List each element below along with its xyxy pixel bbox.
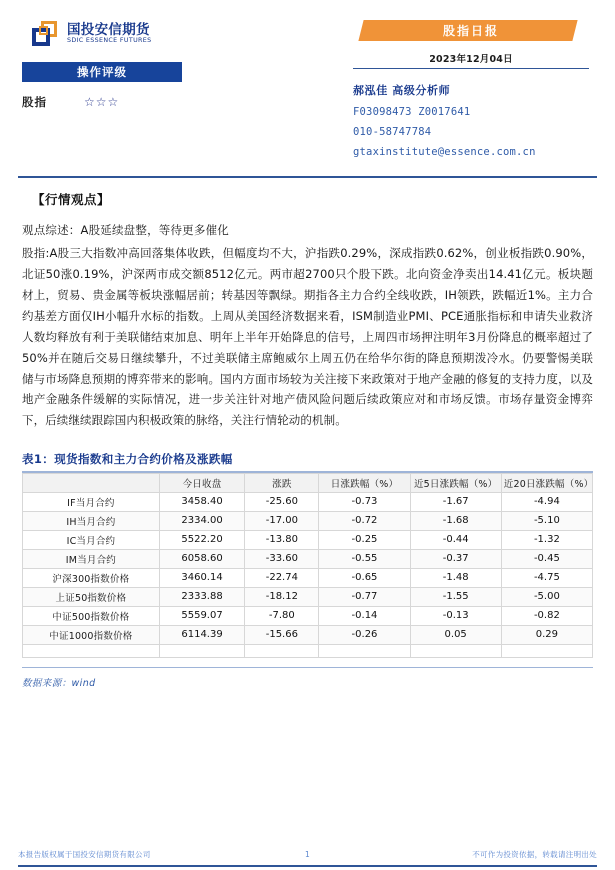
cell-close: 2333.88	[159, 587, 245, 606]
rating-stars: ☆☆☆	[84, 95, 120, 109]
footer-divider	[18, 865, 597, 867]
row-label: IF当月合约	[23, 492, 160, 511]
spacer-cell	[23, 644, 160, 657]
cell-change: -18.12	[245, 587, 319, 606]
table-header-row	[23, 473, 593, 492]
logo-inner-square	[39, 26, 48, 35]
row-label: IC当月合约	[23, 530, 160, 549]
row-label: 中证1000指数价格	[23, 625, 160, 644]
cell-close: 3460.14	[159, 568, 245, 587]
table-row	[23, 606, 593, 625]
footer-content	[18, 849, 597, 860]
cell-change: -7.80	[245, 606, 319, 625]
cell-close: 5559.07	[159, 606, 245, 625]
table-col-header-5: 近20日涨跌幅（%）	[501, 473, 592, 492]
report-date: 2023年12月04日	[353, 51, 589, 69]
cell-5d-pct: -1.55	[410, 587, 501, 606]
analyst-name: 郝泓佳 高级分析师	[353, 84, 451, 97]
cell-change: -25.60	[245, 492, 319, 511]
footer-disclaimer: 不可作为投资依据，转载请注明出处	[472, 850, 597, 859]
cell-daily-pct: -0.65	[319, 568, 410, 587]
row-label: 沪深300指数价格	[23, 568, 160, 587]
view-summary: 观点综述：A股延续盘整，等待更多催化	[22, 223, 229, 237]
cell-5d-pct: -0.37	[410, 549, 501, 568]
cell-20d-pct: -0.45	[501, 549, 592, 568]
cell-daily-pct: -0.72	[319, 511, 410, 530]
data-source-note: 数据来源：wind	[22, 678, 96, 690]
cell-close: 5522.20	[159, 530, 245, 549]
report-title-text: 股指日报	[442, 24, 499, 38]
sdic-logo-mark-icon	[30, 21, 60, 48]
cell-change: -33.60	[245, 549, 319, 568]
table-row	[23, 530, 593, 549]
cell-5d-pct: -0.44	[410, 530, 501, 549]
cell-daily-pct: -0.73	[319, 492, 410, 511]
row-label: 上证50指数价格	[23, 587, 160, 606]
table-row	[23, 568, 593, 587]
cell-daily-pct: -0.55	[319, 549, 410, 568]
table-head	[23, 473, 593, 492]
main-content	[0, 168, 615, 689]
logo-company-name-en: SDIC ESSENCE FUTURES	[67, 37, 152, 45]
footer-copyright: 本报告版权属于国投安信期货有限公司	[18, 850, 151, 859]
cell-5d-pct: 0.05	[410, 625, 501, 644]
cell-change: -13.80	[245, 530, 319, 549]
cell-5d-pct: -0.13	[410, 606, 501, 625]
cell-close: 3458.40	[159, 492, 245, 511]
spacer-cell	[501, 644, 592, 657]
table-body	[23, 492, 593, 657]
table-bottom-divider	[22, 667, 593, 668]
logo-text-block	[67, 21, 152, 45]
operation-rating-banner: 操作评级	[22, 62, 182, 82]
cell-change: -17.00	[245, 511, 319, 530]
cell-change: -15.66	[245, 625, 319, 644]
table-col-header-4: 近5日涨跌幅（%）	[410, 473, 501, 492]
table-row	[23, 511, 593, 530]
table-row	[23, 492, 593, 511]
row-label: IH当月合约	[23, 511, 160, 530]
spacer-cell	[159, 644, 245, 657]
row-label: IM当月合约	[23, 549, 160, 568]
cell-daily-pct: -0.26	[319, 625, 410, 644]
rating-product-label: 股指	[22, 95, 47, 109]
table-row	[23, 625, 593, 644]
cell-daily-pct: -0.14	[319, 606, 410, 625]
header-right-block	[353, 18, 593, 158]
company-logo	[30, 18, 322, 50]
market-commentary-paragraph: 股指:A股三大指数冲高回落集体收跌，但幅度均不大，沪指跌0.29%，深成指跌0.62%，创业板指跌0.90%，北证50涨0.19%，沪深两市成交额8512亿元。两市超2700只个股下跌。北向资金净卖出14.41亿元。板块题材上，贸易、贵金属等板块涨幅居前；转基因等飘绿。期指各主力合约全线收跌，IH领跌，跌幅近1%。主力合约基差方面仅IH小幅升水标的指数。上周从美国经济数据来看，ISM制造业PMI、PCE通胀指标和申请失业救济人数均释放有利于美联储结束加息、明年上半年开始降息的信号，上周四市场押注明年3月份降息的概率超过了50%并在随后交易日继续攀升，不过美联储主席鲍威尔上周五仍在给华尔街的降息预期泼冷水。仍要警惕美联储与市场降息预期的博弈带来的影响。国内方面市场较为关注接下来政策对于地产金融的修复的支持力度，以及地产金融条件缓解的实际情况，进一步关注针对地产债风险问题后续政策应对和市场反馈。市场存量资金博弈下，后续继续跟踪国内积极政策的脉络，关注行情轮动的机制。	[22, 246, 593, 428]
analyst-certificate: F03098473 Z0017641	[353, 106, 471, 118]
cell-5d-pct: -1.48	[410, 568, 501, 587]
report-title-banner	[353, 20, 589, 42]
cell-20d-pct: -1.32	[501, 530, 592, 549]
cell-20d-pct: -5.00	[501, 587, 592, 606]
cell-close: 6058.60	[159, 549, 245, 568]
table-row	[23, 587, 593, 606]
cell-change: -22.74	[245, 568, 319, 587]
cell-20d-pct: -5.10	[501, 511, 592, 530]
table-col-header-0	[23, 473, 160, 492]
analyst-email[interactable]: gtaxinstitute@essence.com.cn	[353, 146, 536, 158]
page-header	[0, 0, 615, 168]
header-divider	[18, 176, 597, 178]
page-footer	[0, 826, 615, 870]
table-col-header-1: 今日收盘	[159, 473, 245, 492]
spacer-cell	[245, 644, 319, 657]
footer-page-number: 1	[304, 850, 311, 859]
cell-20d-pct: -0.82	[501, 606, 592, 625]
cell-close: 6114.39	[159, 625, 245, 644]
cell-20d-pct: -4.75	[501, 568, 592, 587]
table-row-spacer	[23, 644, 593, 657]
table-col-header-2: 涨跌	[245, 473, 319, 492]
index-price-table	[22, 473, 593, 658]
section-title-market-view: 【行情观点】	[32, 192, 111, 207]
cell-close: 2334.00	[159, 511, 245, 530]
analyst-phone: 010-58747784	[353, 126, 432, 138]
spacer-cell	[319, 644, 410, 657]
table-caption: 表1：现货指数和主力合约价格及涨跌幅	[22, 452, 233, 467]
table-row	[23, 549, 593, 568]
cell-5d-pct: -1.68	[410, 511, 501, 530]
rating-row	[22, 94, 322, 110]
cell-daily-pct: -0.77	[319, 587, 410, 606]
header-left-block	[22, 18, 322, 110]
cell-daily-pct: -0.25	[319, 530, 410, 549]
cell-5d-pct: -1.67	[410, 492, 501, 511]
logo-company-name-cn: 国投安信期货	[67, 21, 150, 38]
cell-20d-pct: -4.94	[501, 492, 592, 511]
spacer-cell	[410, 644, 501, 657]
table-col-header-3: 日涨跌幅（%）	[319, 473, 410, 492]
row-label: 中证500指数价格	[23, 606, 160, 625]
cell-20d-pct: 0.29	[501, 625, 592, 644]
